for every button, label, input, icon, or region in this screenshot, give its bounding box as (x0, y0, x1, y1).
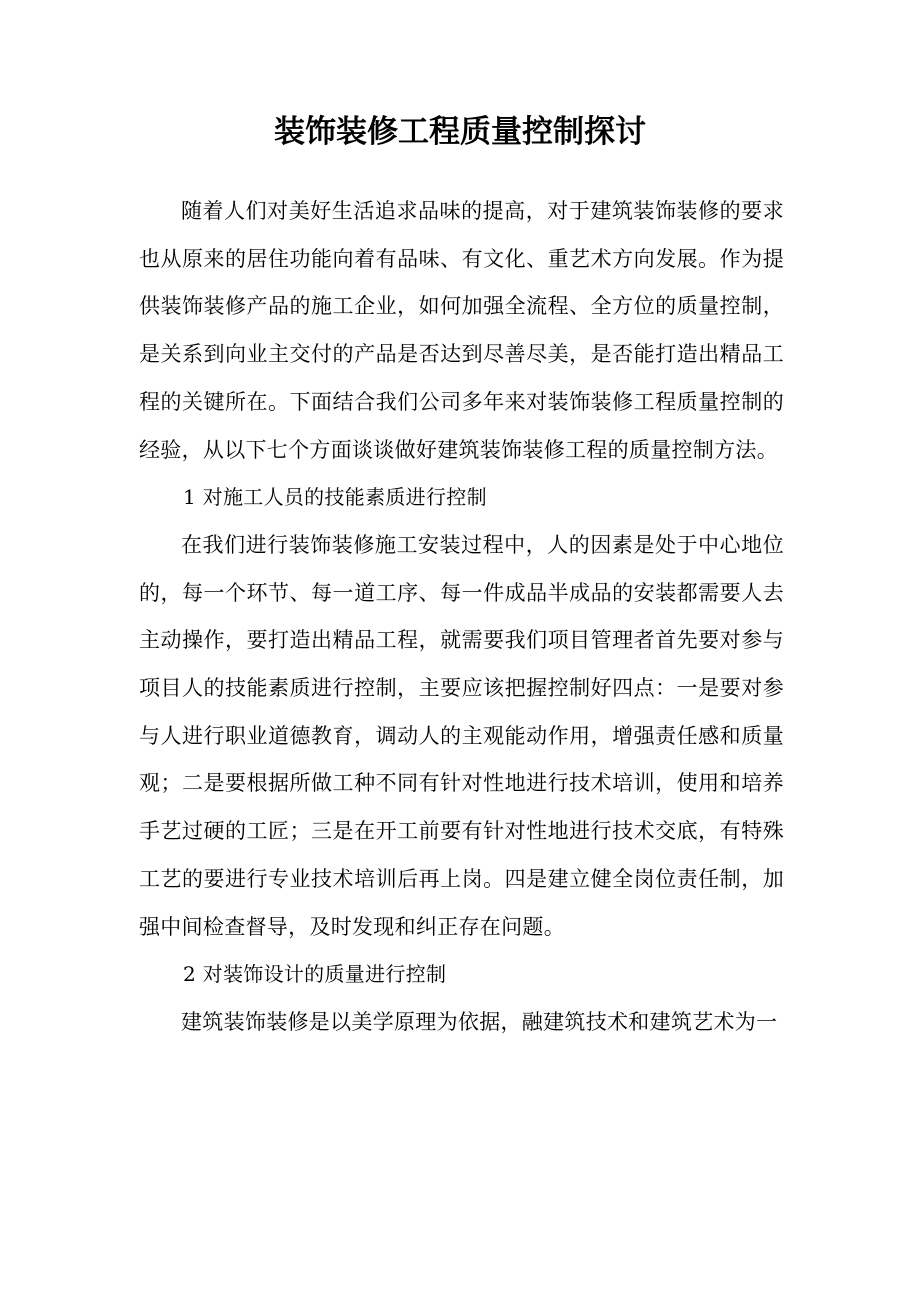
section-1-paragraph: 在我们进行装饰装修施工安装过程中，人的因素是处于中心地位的，每一个环节、每一道工序、每一件成品半成品的安装都需要人去主动操作，要打造出精品工程，就需要我们项目管理者首先要对参与项目人的技能素质进行控制，主要应该把握控制好四点：一是要对参与人进行职业道德教育，调动人的主观能动作用，增强责任感和质量观；二是要根据所做工种不同有针对性地进行技术培训，使用和培养手艺过硬的工匠；三是在开工前要有针对性地进行技术交底，有特殊工艺的要进行专业技术培训后再上岗。四是建立健全岗位责任制，加强中间检查督导，及时发现和纠正存在问题。 (139, 532, 784, 939)
document-title: 装饰装修工程质量控制探讨 (274, 114, 646, 150)
section-2-paragraph: 建筑装饰装修是以美学原理为依据，融建筑技术和建筑艺术为一 (181, 1009, 778, 1034)
section-heading-1: 1 对施工人员的技能素质进行控制 (183, 485, 487, 510)
intro-paragraph: 随着人们对美好生活追求品味的提高，对于建筑装饰装修的要求也从原来的居住功能向着有品味、有文化、重艺术方向发展。作为提供装饰装修产品的施工企业，如何加强全流程、全方位的质量控制，是关系到向业主交付的产品是否达到尽善尽美，是否能打造出精品工程的关键所在。下面结合我们公司多年来对装饰装修工程质量控制的经验，从以下七个方面谈谈做好建筑装饰装修工程的质量控制方法。 (139, 199, 784, 462)
document-body (139, 188, 784, 1047)
section-heading-2: 2 对装饰设计的质量进行控制 (183, 962, 447, 987)
